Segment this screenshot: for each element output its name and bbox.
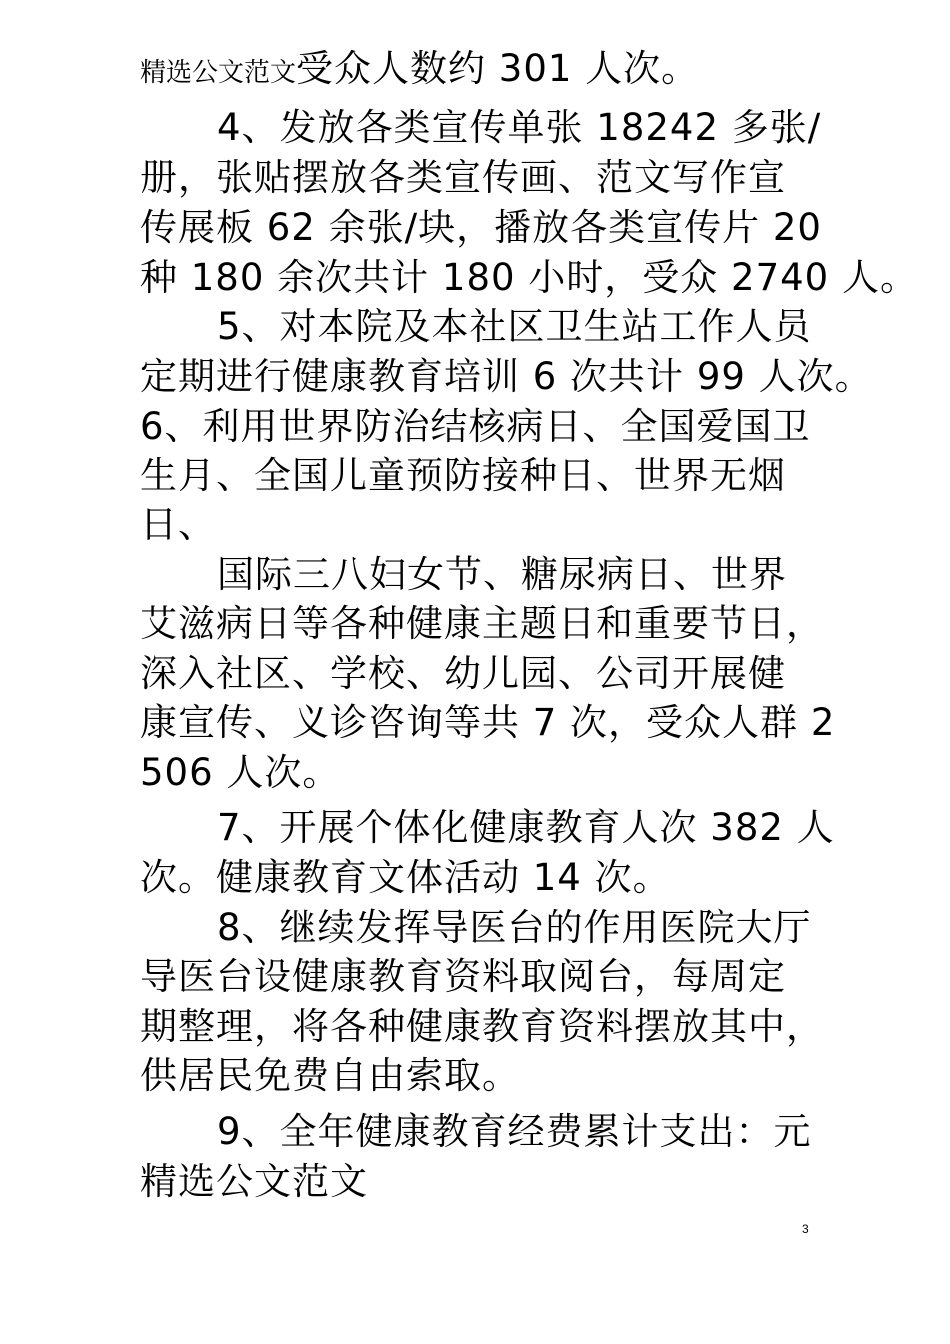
paragraph-8-line-2: 导医台设健康教育资料取阅台，每周定 [140, 955, 786, 998]
paragraph-4-line-4: 种 180 余次共计 180 小时，受众 2740 人。 [140, 256, 918, 299]
paragraph-7-line-1: 7、开展个体化健康教育人次 382 人 [217, 806, 835, 849]
header-label: 精选公文范文 [140, 58, 297, 88]
paragraph-6-line-2: 生月、全国儿童预防接种日、世界无烟 [140, 454, 786, 497]
header-line [140, 44, 699, 94]
paragraph-4-line-1: 4、发放各类宣传单张 18242 多张/ [217, 106, 822, 149]
paragraph-8-line-1: 8、继续发挥导医台的作用医院大厅 [217, 906, 812, 949]
paragraph-6-line-6: 深入社区、学校、幼儿园、公司开展健 [140, 652, 786, 695]
paragraph-4-line-2: 册，张贴摆放各类宣传画、范文写作宣 [140, 156, 786, 199]
footer-label: 精选公文范文 [140, 1160, 368, 1203]
paragraph-6-line-1: 6、利用世界防治结核病日、全国爱国卫 [140, 405, 811, 448]
paragraph-6-line-3: 日、 [140, 503, 216, 546]
paragraph-6-line-8: 506 人次。 [140, 751, 341, 794]
page-number: 3 [802, 1222, 809, 1236]
paragraph-6-line-4: 国际三八妇女节、糖尿病日、世界 [217, 553, 787, 596]
paragraph-6-line-7: 康宣传、义诊咨询等共 7 次，受众人群 2 [140, 701, 836, 744]
paragraph-4-line-3: 传展板 62 余张/块，播放各类宣传片 20 [140, 206, 822, 249]
header-continuation: 受众人数约 301 人次。 [296, 47, 700, 90]
paragraph-8-line-3: 期整理，将各种健康教育资料摆放其中， [140, 1005, 824, 1048]
paragraph-6-line-5: 艾滋病日等各种健康主题日和重要节日， [140, 602, 824, 645]
paragraph-5-line-1: 5、对本院及本社区卫生站工作人员 [217, 305, 812, 348]
paragraph-7-line-2: 次。健康教育文体活动 14 次。 [140, 856, 671, 899]
paragraph-5-line-2: 定期进行健康教育培训 6 次共计 99 人次。 [140, 355, 873, 398]
paragraph-8-line-4: 供居民免费自由索取。 [140, 1054, 520, 1097]
paragraph-9-line-1: 9、全年健康教育经费累计支出：元 [217, 1110, 812, 1153]
